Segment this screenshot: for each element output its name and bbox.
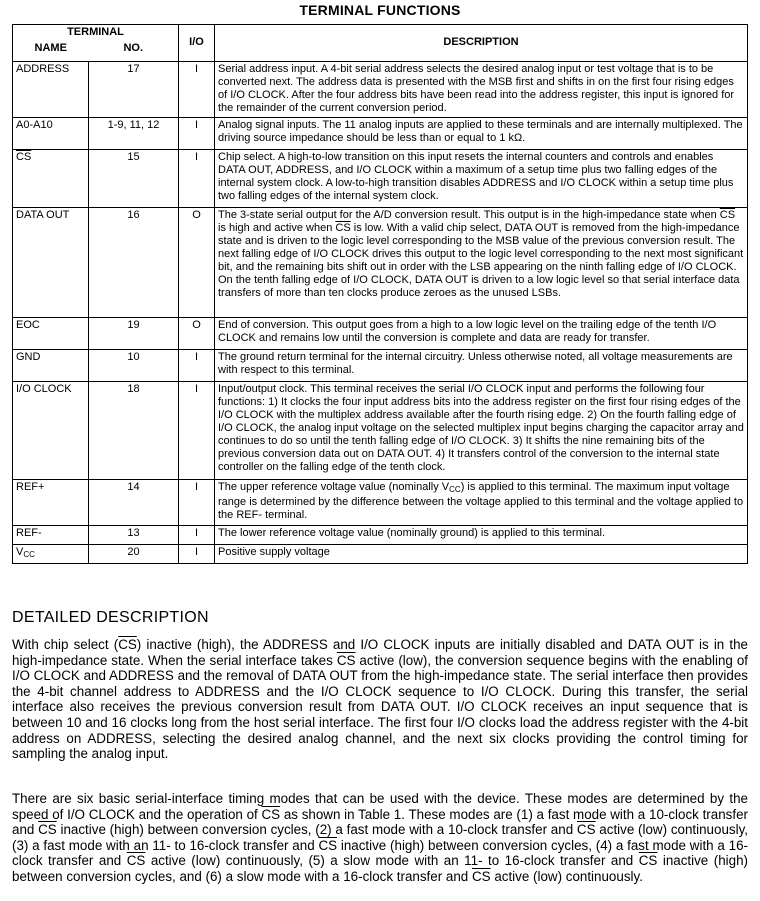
section-title: DETAILED DESCRIPTION: [12, 609, 209, 626]
terminal-description: Serial address input. A 4-bit serial address selects the desired analog input or test voltage that is to be converted next. The address data is presented with the MSB first and shifts in on the first four rising edges of I/O CLOCK. After the four address bits have been read into the address register, this input is ignored for the remainder of the current conversion period.: [215, 61, 748, 117]
terminal-io: I: [179, 117, 215, 149]
header-io: I/O: [179, 25, 215, 62]
table-row: [13, 349, 748, 381]
paragraph-1: With chip select $(\overline{CS})$ inactive (high), the ADDRESS and I/O CLOCK inputs are initially disabled and DATA OUT is in the high-impedance state. When the serial interface takes $\overline{CS}$ active (low), the conversion sequence begins with the enabling of I/O CLOCK and ADDRESS and the removal of DATA OUT from the high-impedance state. The serial interface then provides the 4-bit channel address to ADDRESS and the I/O CLOCK sequence to I/O CLOCK. During this transfer, the serial interface also receives the previous conversion result from DATA OUT. I/O CLOCK receives an input sequence that is between 10 and 16 clocks long from the host serial interface. The first four I/O clocks load the address register with the 4-bit address on ADDRESS, selecting the desired analog channel, and the next six clocks providing the control timing for sampling the analog input.: [12, 637, 749, 762]
table-row: [13, 61, 748, 117]
table-header-row: [13, 25, 748, 42]
terminal-number: 18: [89, 381, 179, 479]
terminal-io: O: [179, 317, 215, 349]
terminal-name: A0-A10: [13, 117, 89, 149]
terminal-description: Positive supply voltage: [215, 544, 748, 563]
table-row: [13, 207, 748, 317]
terminal-name: REF+: [13, 479, 89, 525]
terminal-io: I: [179, 479, 215, 525]
terminal-number: 17: [89, 61, 179, 117]
terminal-number: 16: [89, 207, 179, 317]
terminal-io: I: [179, 61, 215, 117]
terminal-name: ADDRESS: [13, 61, 89, 117]
terminal-name: I/O CLOCK: [13, 381, 89, 479]
terminal-description: Input/output clock. This terminal receives the serial I/O CLOCK input and performs the following four functions: 1) It clocks the four input address bits into the address register on the first four rising edges of the I/O CLOCK with the multiplex address available after the fourth rising edge. 2) On the fourth falling edge of I/O CLOCK, the analog input voltage on the selected multiplex input begins charging the capacitor array and continues to do so until the tenth falling edge of I/O CLOCK. 3) It shifts the nine remaining bits of the previous conversion data out on DATA OUT. 4) It transfers control of the conversion to the internal state controller on the falling edge of the tenth clock.: [215, 381, 748, 479]
header-no: NO.: [89, 41, 179, 61]
terminal-name: $\overline{CS}$: [16, 150, 32, 163]
terminal-description: The ground return terminal for the internal circuitry. Unless otherwise noted, all voltage measurements are with respect to this terminal.: [215, 349, 748, 381]
header-terminal: TERMINAL: [13, 25, 179, 42]
table-row: [13, 525, 748, 544]
terminal-io: I: [179, 525, 215, 544]
terminal-description: The 3-state serial output for the A/D conversion result. This output is in the high-impedance state when $\overline{CS}$ is high and active when $\overline{CS}$ is low. With a valid chip select, DATA OUT is removed from the high-impedance state and is driven to the logic level corresponding to the MSB value of the previous conversion result. The next falling edge of I/O CLOCK drives this output to the logic level corresponding to the next most significant bit, and the remaining bits shift out in order with the LSB appearing on the ninth falling edge of I/O CLOCK. On the tenth falling edge of I/O CLOCK, DATA OUT is driven to a low logic level so that serial interface data transfers of more than ten clocks produce zeroes as the unused LSBs.: [215, 207, 748, 317]
terminal-functions-table: [12, 24, 748, 564]
terminal-io: I: [179, 381, 215, 479]
terminal-name: REF-: [13, 525, 89, 544]
terminal-number: 19: [89, 317, 179, 349]
terminal-number: 20: [89, 544, 179, 563]
terminal-description: Chip select. A high-to-low transition on this input resets the internal counters and controls and enables DATA OUT, ADDRESS, and I/O CLOCK within a maximum of a setup time plus two falling edges of the internal system clock. A low-to-high transition disables ADDRESS and I/O CLOCK within a setup time plus two falling edges of the internal system clock.: [215, 149, 748, 207]
table-row: [13, 479, 748, 525]
terminal-description: Analog signal inputs. The 11 analog inputs are applied to these terminals and are internally multiplexed. The driving source impedance should be less than or equal to 1 kΩ.: [215, 117, 748, 149]
table-row: [13, 544, 748, 563]
terminal-number: 10: [89, 349, 179, 381]
terminal-io: I: [179, 149, 215, 207]
terminal-io: I: [179, 544, 215, 563]
paragraph-2: There are six basic serial-interface timing modes that can be used with the device. These modes are determined by the speed of I/O CLOCK and the operation of $\overline{CS}$ as shown in Table 1. These modes are (1) a fast mode with a 10-clock transfer and $\overline{CS}$ inactive (high) between conversion cycles, (2) a fast mode with a 10-clock transfer and $\overline{CS}$ active (low) continuously, (3) a fast mode with an 11- to 16-clock transfer and $\overline{CS}$ inactive (high) between conversion cycles, (4) a fast mode with a 16-clock transfer and $\overline{CS}$ active (low) continuously, (5) a slow mode with an 11- to 16-clock transfer and $\overline{CS}$ inactive (high) between conversion cycles, and (6) a slow mode with a 16-clock transfer and $\overline{CS}$ active (low) continuously.: [12, 791, 748, 884]
header-name: NAME: [13, 41, 89, 61]
terminal-number: 13: [89, 525, 179, 544]
table-row: [13, 381, 748, 479]
terminal-name: GND: [13, 349, 89, 381]
terminal-io: I: [179, 349, 215, 381]
terminal-io: O: [179, 207, 215, 317]
table-row: [13, 317, 748, 349]
table-row: [13, 117, 748, 149]
terminal-number: 15: [89, 149, 179, 207]
terminal-description: The upper reference voltage value (nominally $V_{CC}$) is applied to this terminal. The maximum input voltage range is determined by the difference between the voltage applied to this terminal and the voltage applied to the REF- terminal.: [215, 479, 748, 525]
terminal-name: $V_{CC}$: [13, 544, 89, 563]
terminal-description: The lower reference voltage value (nominally ground) is applied to this terminal.: [215, 525, 748, 544]
header-description: DESCRIPTION: [215, 25, 748, 62]
table-row: [13, 149, 748, 207]
terminal-description: End of conversion. This output goes from a high to a low logic level on the trailing edge of the tenth I/O CLOCK and remains low until the conversion is complete and data are ready for transfer.: [215, 317, 748, 349]
terminal-name: DATA OUT: [13, 207, 89, 317]
terminal-name: EOC: [13, 317, 89, 349]
terminal-number: 14: [89, 479, 179, 525]
page-title: TERMINAL FUNCTIONS: [299, 2, 461, 18]
terminal-number: 1-9, 11, 12: [89, 117, 179, 149]
